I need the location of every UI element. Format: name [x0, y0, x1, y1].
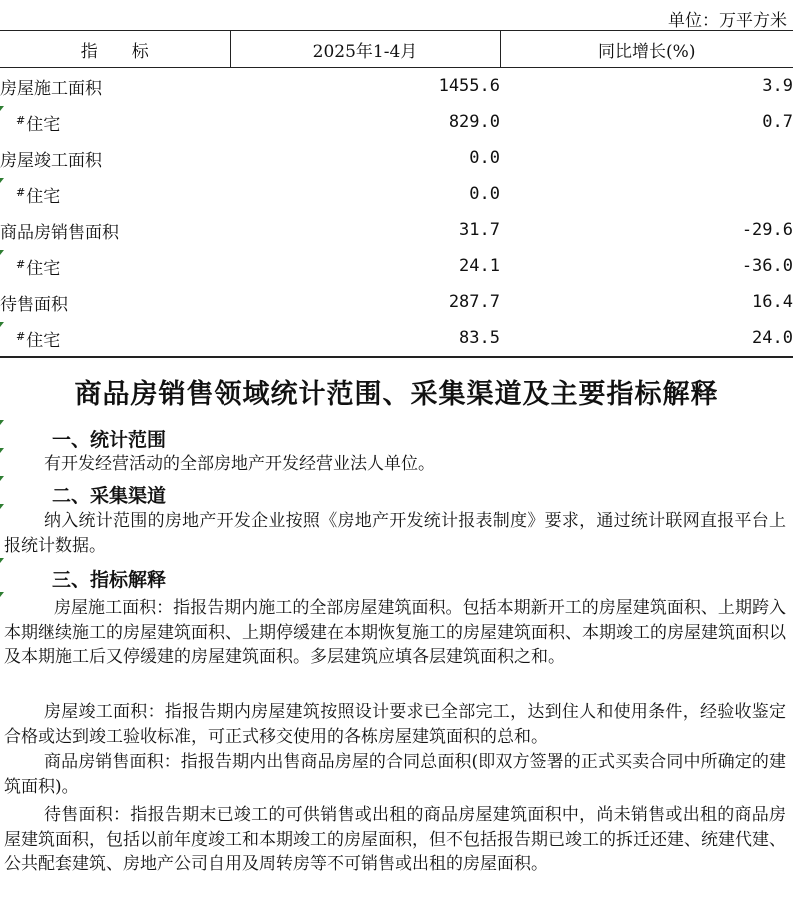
section-heading-scope: 一、统计范围	[52, 429, 167, 451]
row-label: 商品房销售面积	[0, 222, 119, 243]
hash-mark: #	[16, 257, 26, 271]
row-value: 0.0	[469, 148, 500, 168]
row-value: 31.7	[459, 220, 500, 240]
green-tick-icon	[0, 250, 4, 255]
paragraph-completed-area: 房屋竣工面积：指报告期内房屋建筑按照设计要求已全部完工，达到住人和使用条件，经验收鉴定合格或达到竣工验收标准，可正式移交使用的各栋房屋建筑面积的总和。	[4, 702, 786, 747]
row-name	[0, 140, 230, 176]
row-label: 待售面积	[0, 294, 68, 315]
green-tick-icon	[0, 106, 4, 111]
document-title: 商品房销售领域统计范围、采集渠道及主要指标解释	[74, 379, 719, 410]
paragraph-channel: 纳入统计范围的房地产开发企业按照《房地产开发统计报表制度》要求，通过统计联网直报平台上报统计数据。	[4, 511, 786, 556]
row-value: 24.1	[459, 256, 500, 276]
section-heading-definitions: 三、指标解释	[52, 569, 167, 591]
row-growth: -29.6	[741, 220, 793, 240]
green-tick-icon	[0, 476, 4, 481]
row-growth: -36.0	[741, 256, 793, 276]
hash-mark: #	[16, 329, 26, 343]
row-name	[0, 284, 230, 320]
row-label: 住宅	[26, 114, 61, 135]
header-indicator: 指 标	[0, 31, 230, 68]
paragraph-sales-area: 商品房销售面积：指报告期内出售商品房屋的合同总面积(即双方签署的正式买卖合同中所确定的建筑面积)。	[4, 752, 786, 797]
row-growth: 16.4	[752, 292, 793, 312]
row-value: 0.0	[469, 184, 500, 204]
paragraph-for-sale-area: 待售面积：指报告期末已竣工的可供销售或出租的商品房屋建筑面积中，尚未销售或出租的商品房屋建筑面积，包括以前年度竣工和本期竣工的房屋面积，但不包括报告期已竣工的拆迁还建、统建代建、公共配套建筑、房地产公司自用及周转房等不可销售或出租的房屋面积。	[4, 805, 786, 874]
table-row	[0, 104, 793, 140]
section-heading-channel: 二、采集渠道	[52, 485, 167, 507]
table-row	[0, 212, 793, 248]
green-tick-icon	[0, 322, 4, 327]
row-value: 287.7	[448, 292, 500, 312]
row-growth: 24.0	[500, 320, 793, 357]
header-growth: 同比增长(%)	[500, 31, 793, 68]
table-row	[0, 320, 793, 357]
header-period: 2025年1-4月	[230, 31, 500, 68]
row-label: 房屋施工面积	[0, 78, 102, 99]
green-tick-icon	[0, 420, 4, 425]
row-growth	[500, 176, 793, 212]
table-row	[0, 284, 793, 320]
green-tick-icon	[0, 558, 4, 563]
row-value: 829.0	[448, 112, 500, 132]
table-row	[0, 248, 793, 284]
row-label: 住宅	[26, 186, 61, 207]
row-label: 住宅	[26, 330, 61, 351]
row-value: 1455.6	[438, 76, 500, 96]
table-header-row	[0, 31, 793, 68]
row-growth: 3.9	[762, 76, 793, 96]
table-row	[0, 68, 793, 105]
row-growth	[500, 140, 793, 176]
row-growth: 0.7	[762, 112, 793, 132]
row-label: 房屋竣工面积	[0, 150, 102, 171]
paragraph-scope: 有开发经营活动的全部房地产开发经营业法人单位。	[44, 454, 435, 474]
table-row	[0, 140, 793, 176]
row-name	[0, 104, 230, 140]
hash-mark: #	[16, 113, 26, 127]
row-label: 住宅	[26, 258, 61, 279]
hash-mark: #	[16, 185, 26, 199]
row-name	[0, 68, 230, 105]
unit-label: 单位：万平方米	[668, 11, 787, 31]
row-value: 83.5	[230, 320, 500, 357]
statistics-table	[0, 30, 793, 358]
table-row	[0, 176, 793, 212]
row-name	[0, 248, 230, 284]
row-name	[0, 320, 230, 357]
paragraph-construction-area: 房屋施工面积：指报告期内施工的全部房屋建筑面积。包括本期新开工的房屋建筑面积、上期跨入本期继续施工的房屋建筑面积、上期停缓建在本期恢复施工的房屋建筑面积、本期竣工的房屋建筑面积以及本期施工后又停缓建的房屋建筑面积。多层建筑应填各层建筑面积之和。	[4, 598, 786, 667]
green-tick-icon	[0, 178, 4, 183]
row-name	[0, 176, 230, 212]
row-name	[0, 212, 230, 248]
